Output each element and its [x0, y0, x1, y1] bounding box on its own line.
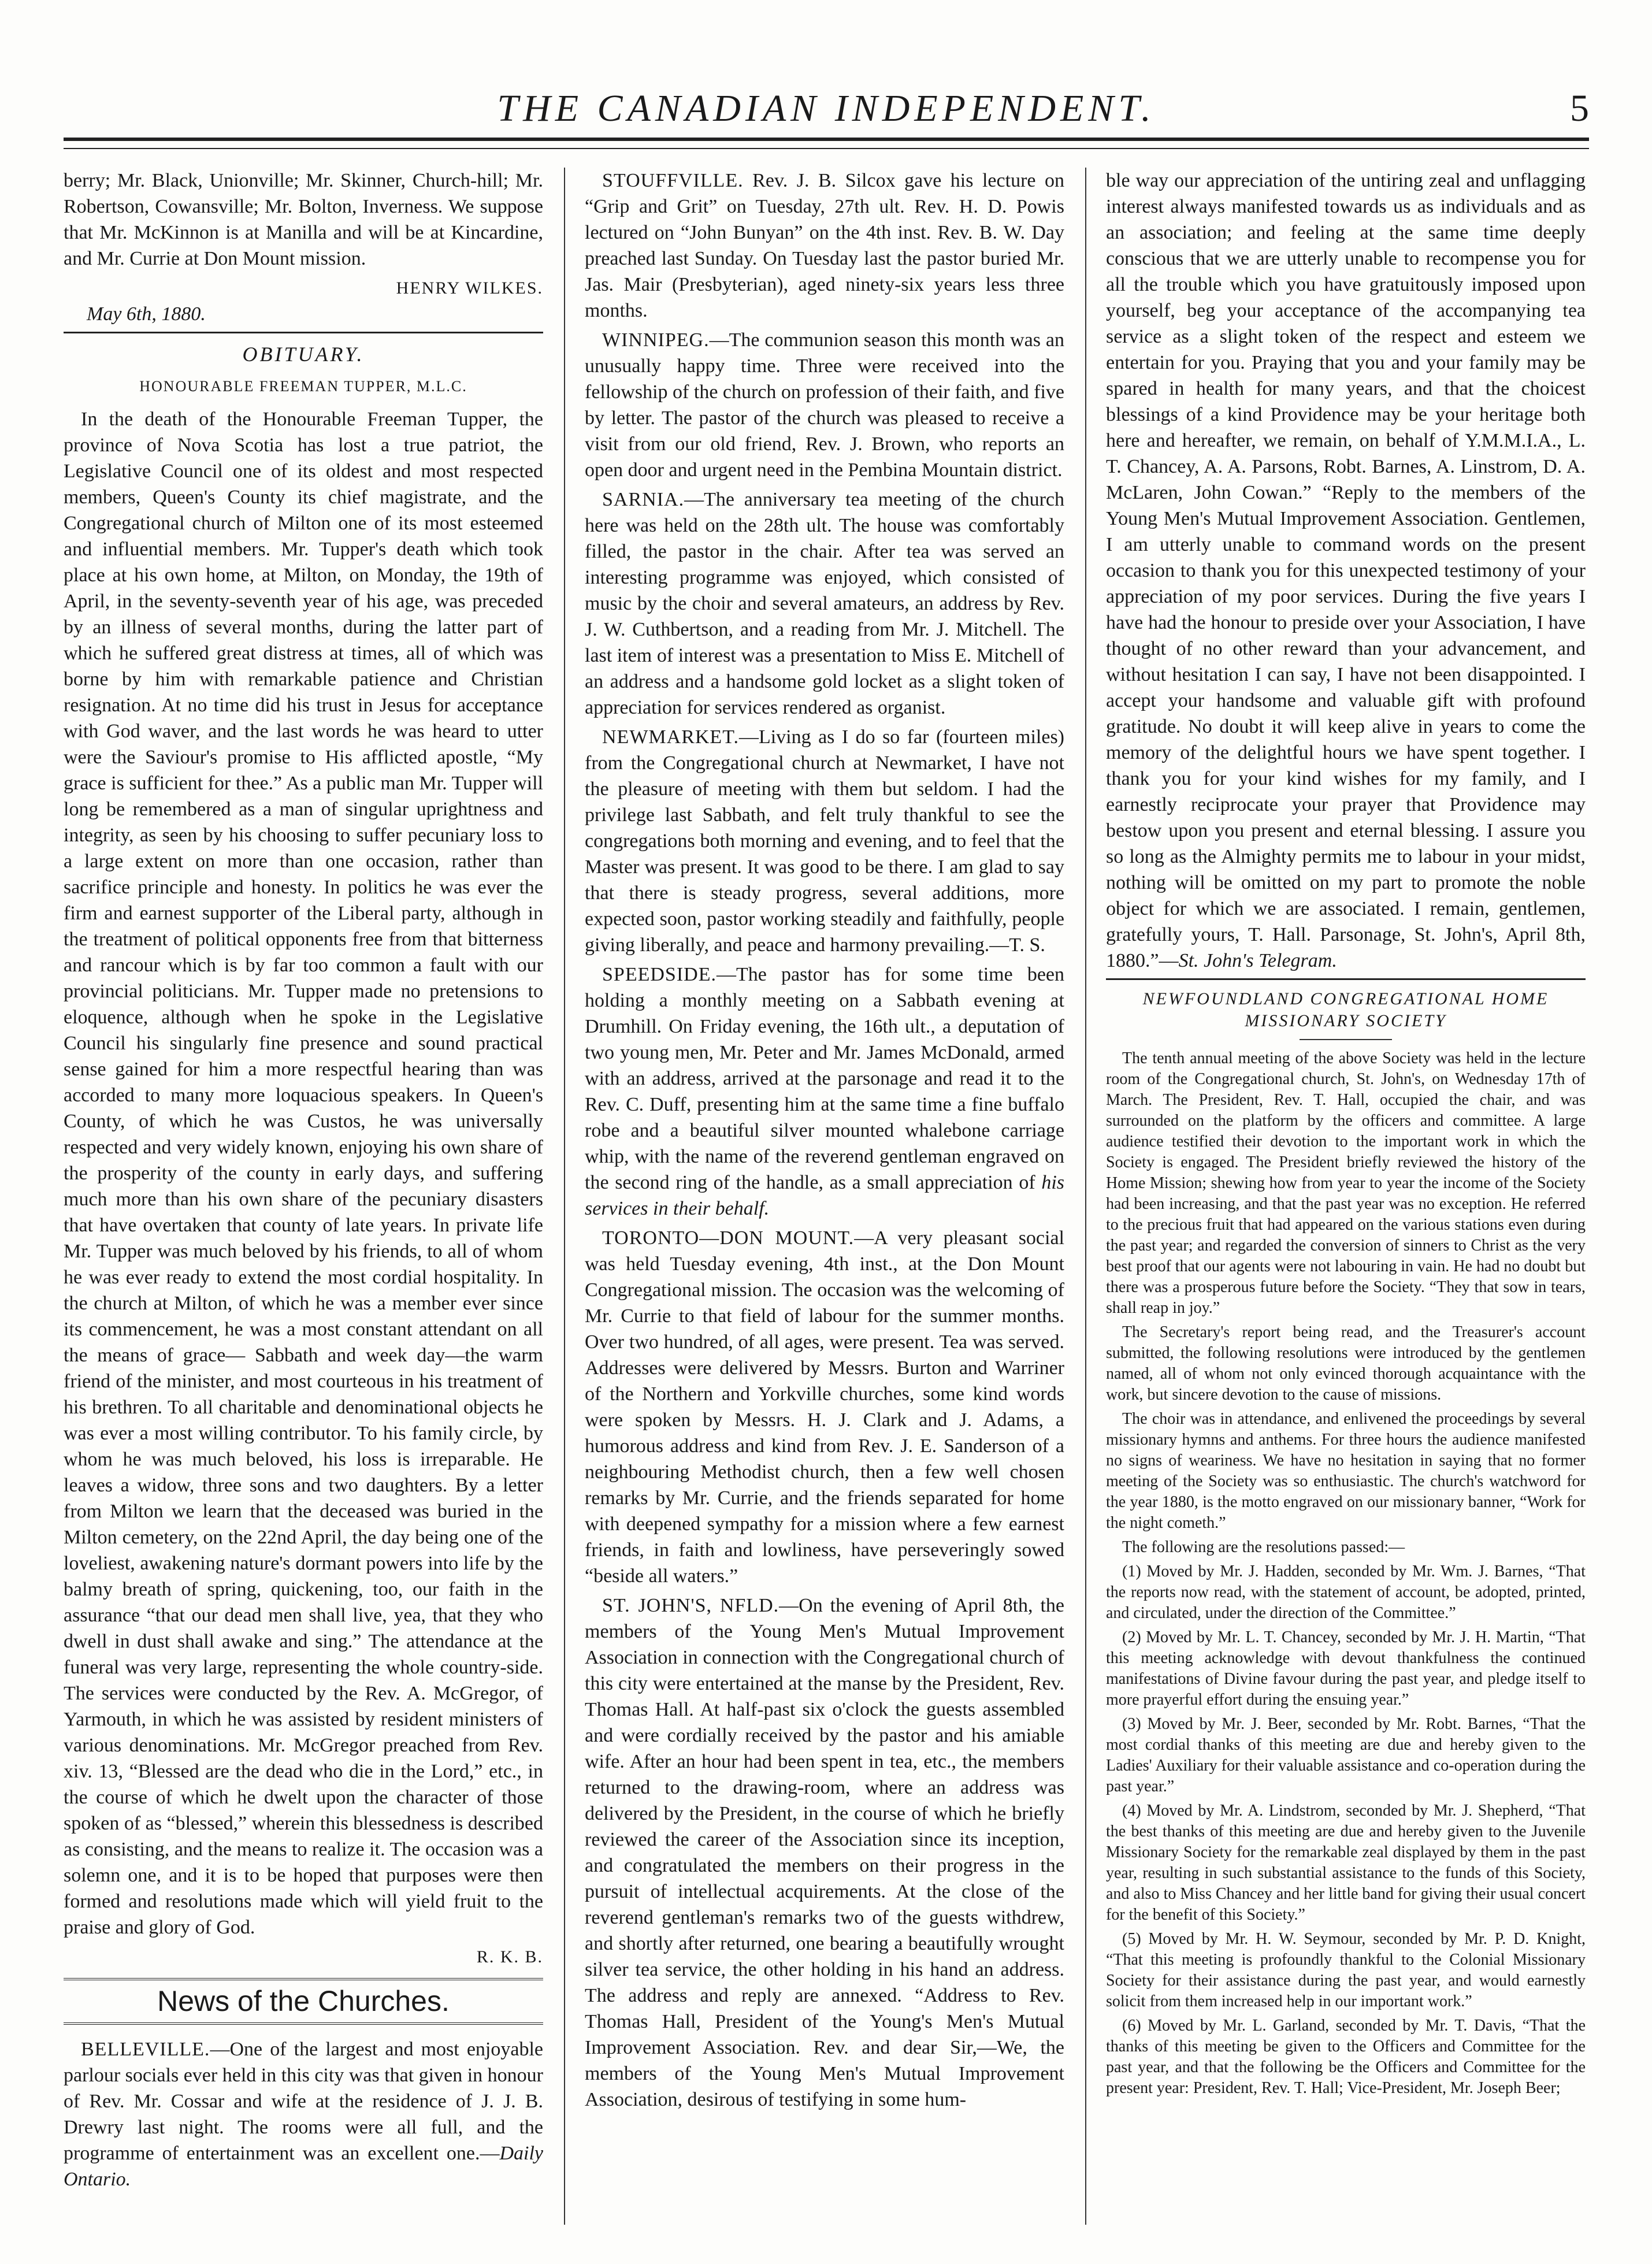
short-rule: [1300, 1039, 1392, 1040]
column-2: [585, 168, 1064, 2225]
news-item-italic: his services in their behalf.: [585, 1172, 1064, 1219]
news-item-st-johns-continued: [1106, 168, 1586, 974]
obituary-subtitle: HONOURABLE FREEMAN TUPPER, M.L.C.: [139, 378, 467, 395]
news-item-st-johns: [585, 1593, 1064, 2113]
news-item-lead: NEWMARKET.: [602, 726, 739, 748]
news-item-text: —One of the largest and most enjoyable parlour socials ever held in this city was that given in honour of Rev. Mr. Cossar and wife at the residence of J. J. B. Drewry last night. The rooms were all full, and the programme of entertainment was an excellent one.—: [64, 2039, 543, 2164]
news-item-text: ble way our appreciation of the untiring zeal and unflagging interest always manifested towards us as individuals and as an association; and feeling at the same time deeply conscious that we are utterly unable to recompense you for all the trouble which you have gratuitously imposed upon yourself, beg your acceptance of the accompanying tea service as a slight token of the respect and esteem we entertain for you. Praying that you and your family may be spared in health for many years, and that the choicest blessings of a kind Providence may be your heritage both here and hereafter, we remain, on behalf of Y.M.M.I.A., L. T. Chancey, A. A. Parsons, Robt. Barnes, A. Linstrom, D. A. McLaren, John Cowan.” “Reply to the members of the Young Men's Mutual Improvement Association. Gentlemen, I am utterly unable to command words on the present occasion to thank you for this unexpected testimony of your appreciation of my poor services. During the five years I have had the honour to preside over your Association, I have thought of no other reward than your advancement, and without hesitation I can say, I have not been disappointed. I accept your handsome and valuable gift with profound gratitude. No doubt it will keep alive in years to come the memory of the delightful hours we have spent together. I thank you for your kind wishes for my family, and I earnestly reciprocate your prayer that Providence may bestow upon you present and eternal blessing. I assure you so long as the Almighty permits me to labour in your midst, nothing will be omitted on my part to promote the noble object for which we are associated. I remain, gentlemen, gratefully yours, T. Hall. Parsonage, St. John's, April 8th, 1880.”—: [1106, 170, 1586, 971]
news-item-text: —The communion season this month was an unusually happy time. Three were received into the fellowship of the church on profession of their faith, and five by letter. The pastor of the church was pleased to receive a visit from our old friend, Rev. J. Brown, who reports an open door and urgent need in the Pembina Mountain district.: [585, 329, 1064, 481]
obituary-signature: R. K. B.: [476, 1947, 543, 1966]
resolution-item: (2) Moved by Mr. L. T. Chancey, seconded by Mr. J. H. Martin, “That this meeting acknowledge with devout thankfulness the continued manifestations of Divine favour during the past year, and pledge itself to more prayerful effort during the ensuing year.”: [1106, 1628, 1586, 1709]
article-continuation: berry; Mr. Black, Unionville; Mr. Skinner, Church-hill; Mr. Robertson, Cowansville; Mr. Bolton, Inverness. We suppose that Mr. McKinnon is at Manilla and will be at Kincardine, and Mr. Currie at Don Mount mission.: [64, 170, 543, 269]
section-rule: [64, 332, 543, 333]
news-item-source: St. John's Telegram.: [1178, 950, 1337, 971]
news-item-text: —On the evening of April 8th, the members of the Young Men's Mutual Improvement Association in connection with the Congregational church of this city were entertained at the manse by the President, Rev. Thomas Hall. At half-past six o'clock the guests assembled and were cordially received by the pastor and his amiable wife. After an hour had been spent in tea, etc., the members returned to the drawing-room, where an address was delivered by the President, in the course of which he briefly reviewed the career of the Association since its inception, and congratulated the members on their progress in the pursuit of intellectual acquirements. At the close of the reverend gentleman's remarks two of the guests withdrew, and shortly after returned, one bearing a beautifully wrought silver tea service, the other holding in his hand an address. The address and reply are annexed. “Address to Rev. Thomas Hall, President of the Young's Men's Mutual Improvement Association. Rev. and dear Sir,—We, the members of the Young Men's Mutual Improvement Association, desirous of testifying in some hum-: [585, 1595, 1064, 2110]
signature: HENRY WILKES.: [396, 279, 543, 298]
page-header: [64, 87, 1589, 133]
resolution-item: (3) Moved by Mr. J. Beer, seconded by Mr. Robt. Barnes, “That the most cordial thanks of this meeting are due and hereby given to the Ladies' Auxiliary for their valuable assistance and co-operation during the past year.”: [1106, 1715, 1586, 1795]
news-item-speedside: [585, 962, 1064, 1222]
obituary-heading: OBITUARY.: [242, 343, 365, 366]
dateline: May 6th, 1880.: [87, 303, 206, 325]
newfoundland-society-heading: NEWFOUNDLAND CONGREGATIONAL HOME MISSIONARY SOCIETY: [1142, 989, 1549, 1030]
report-paragraph: The Secretary's report being read, and the Treasurer's account submitted, the following resolutions were introduced by the gentlemen named, all of whom not only evinced thorough acquaintance with the work, but sincere devotion to the cause of missions.: [1106, 1323, 1586, 1404]
resolution-item: (1) Moved by Mr. J. Hadden, seconded by Mr. Wm. J. Barnes, “That the reports now read, with the statement of account, be adopted, printed, and circulated, under the direction of the Committee.”: [1106, 1562, 1586, 1622]
news-item-lead: STOUFFVILLE.: [602, 170, 744, 191]
news-item-text: —Living as I do so far (fourteen miles) from the Congregational church at Newmarket, I have not the pleasure of meeting with them but seldom. I had the privilege last Sabbath, and felt truly thankful to see the congregations both morning and evening, and to feel that the Master was present. It was good to be there. I am glad to say that there is steady progress, several additions, more expected soon, pastor working steadily and faithfully, people giving liberally, and peace and harmony prevailing.: [585, 726, 1064, 956]
resolution-item: (6) Moved by Mr. L. Garland, seconded by Mr. T. Davis, “That the thanks of this meeting be given to the Officers and Committee for the past year, and that the following be the Officers and Committee for the present year: President, Rev. T. Hall; Vice-President, Mr. Joseph Beer;: [1106, 2017, 1586, 2097]
page-number: 5: [1570, 87, 1589, 129]
report-paragraph: The tenth annual meeting of the above Society was held in the lecture room of the Congregational church, St. John's, on Wednesday 17th of March. The President, Rev. T. Hall, occupied the chair, and was surrounded on the platform by the officers and committee. A large audience testified their devotion to the important work in which the Society is engaged. The President briefly reviewed the history of the Home Mission; shewing how from year to year the income of the Society had been increasing, and that the past year was no exception. He referred to the precious fruit that had appeared on the various stations even during the past year; and regarded the conversion of sinners to Christ as the very best proof that our agents were not labouring in vain. He had no doubt but there was a prosperous future before the Society. “They that sow in tears, shall reap in joy.”: [1106, 1049, 1586, 1317]
header-rule: [64, 138, 1589, 149]
news-item-text: —The pastor has for some time been holding a monthly meeting on a Sabbath evening at Drumhill. On Friday evening, the 16th ult., a deputation of two young men, Mr. Peter and Mr. James McDonald, armed with an address, arrived at the parsonage and read it to the Rev. C. Duff, presenting him at the same time a fine buffalo robe and a beautiful silver mounted whalebone carriage whip, with the name of the reverend gentleman engraved on the second ring of the handle, as a small appreciation of: [585, 964, 1064, 1193]
column-divider: [564, 168, 565, 2225]
obituary-body: In the death of the Honourable Freeman Tupper, the province of Nova Scotia has lost a true patriot, the Legislative Council one of its oldest and most respected members, Queen's County its chief magistrate, and the Congregational church of Milton one of its most esteemed and influential members. Mr. Tupper's death which took place at his own home, at Milton, on Monday, the 19th of April, in the seventy-seventh year of his age, was preceded by an illness of several months, during the latter part of which he suffered great distress at times, all of which was borne by him with remarkable patience and Christian resignation. At no time did his trust in Jesus for acceptance with God waver, and the last words he was heard to utter were the Saviour's promise to His afflicted apostle, “My grace is sufficient for thee.” As a public man Mr. Tupper will long be remembered as a man of singular uprightness and integrity, as seen by his choosing to suffer pecuniary loss to a large extent on more than one occasion, rather than sacrifice principle and honesty. In politics he was ever the firm and earnest supporter of the Liberal party, although in the treatment of political opponents free from that bitterness and rancour which is by far too common a fault with our provincial politicians. Mr. Tupper made no pretensions to eloquence, although when he spoke in the Legislative Council his singularly fine presence and sound practical sense gained for him a more respectful hearing than was accorded to many more loquacious speakers. In Queen's County, of which he was Custos, he was universally respected and very widely known, enjoying his own share of the prosperity of the county in early days, and suffering much more than his own share of the pecuniary disasters that have overtaken that county of late years. In private life Mr. Tupper was much beloved by his friends, to all of whom he was ever ready to extend the most cordial hospitality. In the church at Milton, of which he was a member ever since its commencement, he was a most constant attendant on all the means of grace— Sabbath and week day—the warm friend of the minister, and most courteous in his treatment of his brethren. To all charitable and denominational objects he was ever a most willing contributor. To his family circle, by whom he was much beloved, his loss is irreparable. He leaves a widow, three sons and two daughters. By a letter from Milton we learn that the deceased was buried in the Milton cemetery, on the 22nd April, the day being one of the loveliest, awakening nature's dormant powers into life by the balmy breath of spring, quickening, too, our faith in the assurance “that our dead men shall live, yea, that they who dwell in dust shall awake and sing.” The attendance at the funeral was very large, representing the whole country-side. The services were conducted by the Rev. A. McGregor, of Yarmouth, in which he was assisted by resident ministers of various denominations. Mr. McGregor preached from Rev. xiv. 13, “Blessed are the dead who die in the Lord,” etc., in the course of which he dwelt upon the character of those spoken of as “blessed,” wherein this blessedness is described as consisting, and the means to realize it. The occasion was a solemn one, and it is to be hoped that purposes were then formed and resolutions made which will yield fruit to the praise and glory of God.: [64, 409, 543, 1938]
news-item-toronto: [585, 1225, 1064, 1589]
column-1: [64, 168, 543, 2225]
news-item-belleville: [64, 2036, 543, 2192]
news-item-lead: WINNIPEG.: [602, 329, 710, 351]
section-rule: [1106, 978, 1586, 980]
news-item-lead: SPEEDSIDE.: [602, 964, 717, 985]
news-item-text: —A very pleasant social was held Tuesday evening, 4th inst., at the Don Mount Congregational mission. The occasion was the welcoming of Mr. Currie to that field of labour for the summer months. Over two hundred, of all ages, were present. Tea was served. Addresses were delivered by Messrs. Burton and Warriner of the Northern and Yorkville churches, some kind words were spoken by Messrs. H. J. Clark and J. Adams, a humorous address and kind from Rev. J. E. Sanderson of a neighbouring Methodist church, then a few well chosen remarks by Mr. Currie, and the friends separated for home with deepened sympathy for a mission where a few earnest friends, in faith and lowliness, have perseveringly sowed “beside all waters.”: [585, 1227, 1064, 1587]
news-item-lead: SARNIA.: [602, 489, 685, 510]
resolution-item: (5) Moved by Mr. H. W. Seymour, seconded by Mr. P. D. Knight, “That this meeting is profoundly thankful to the Colonial Missionary Society for their assistance during the past year, and would earnestly solicit from them increased help in our important work.”: [1106, 1930, 1586, 2010]
report-paragraph: The following are the resolutions passed:—: [1122, 1538, 1405, 1556]
news-item-signature: —T. S.: [989, 934, 1045, 956]
news-item-sarnia: [585, 487, 1064, 721]
news-item-winnipeg: [585, 327, 1064, 483]
news-item-lead: BELLEVILLE.: [81, 2039, 210, 2060]
column-3: [1106, 168, 1586, 2225]
report-paragraph: The choir was in attendance, and enlivened the proceedings by several missionary hymns and anthems. For three hours the audience manifested no signs of weariness. We have no hesitation in saying that no former meeting of the Society was so enthusiastic. The church's watchword for the year 1880, is the motto engraved on our missionary banner, “Work for the night cometh.”: [1106, 1410, 1586, 1532]
news-of-churches-heading: News of the Churches.: [64, 1978, 543, 2025]
resolution-item: (4) Moved by Mr. A. Lindstrom, seconded by Mr. J. Shepherd, “That the best thanks of this meeting are due and hereby given to the Juvenile Missionary Society for the remarkable zeal displayed by them in the past year, resulting in such substantial assistance to the funds of this Society, and also to Miss Chancey and her little band for giving their usual concert for the benefit of this Society.”: [1106, 1802, 1586, 1924]
news-item-text: Rev. J. B. Silcox gave his lecture on “Grip and Grit” on Tuesday, 27th ult. Rev. H. D. Powis lectured on “John Bunyan” on the 4th inst. Rev. B. W. Day preached last Sunday. On Tuesday last the pastor buried Mr. Jas. Mair (Presbyterian), aged ninety-six years less three months.: [585, 170, 1064, 321]
column-divider: [1085, 168, 1086, 2225]
newfoundland-society-report: [1106, 1048, 1586, 2099]
news-item-lead: ST. JOHN'S, NFLD.: [602, 1595, 779, 1616]
news-item-text: —The anniversary tea meeting of the church here was held on the 28th ult. The house was comfortably filled, the pastor in the chair. After tea was served an interesting programme was enjoyed, which consisted of music by the choir and several amateurs, an address by Rev. J. W. Cuthbertson, and a reading from Mr. J. Mitchell. The last item of interest was a presentation to Miss E. Mitchell of an address and a handsome gold locket as a slight token of appreciation for services rendered as organist.: [585, 489, 1064, 718]
news-item-stouffville: [585, 168, 1064, 324]
page-title: THE CANADIAN INDEPENDENT.: [497, 87, 1156, 129]
news-item-lead: TORONTO—DON MOUNT.: [602, 1227, 855, 1249]
news-item-source: Daily Ontario.: [64, 2143, 543, 2190]
news-item-newmarket: [585, 724, 1064, 958]
